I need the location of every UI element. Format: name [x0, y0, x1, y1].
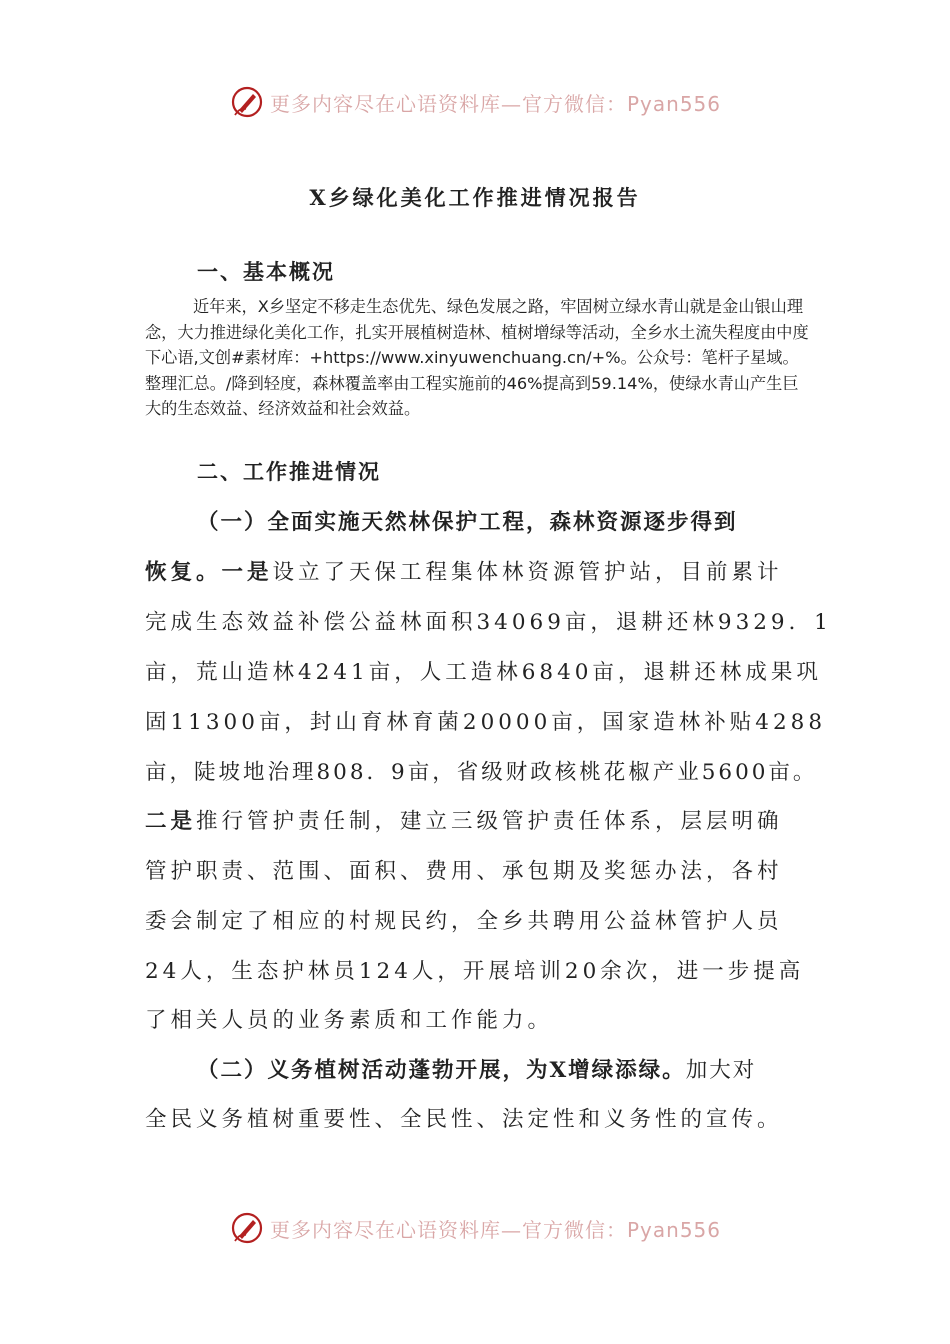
section-heading-work-progress: 二、工作推进情况	[197, 459, 381, 484]
paragraph-line: 管护职责、范围、面积、费用、承包期及奖惩办法，各村	[145, 859, 783, 884]
paragraph-line: 二是推行管护责任制，建立三级管护责任体系，层层明确	[145, 809, 783, 834]
paragraph-line: 恢复。一是设立了天保工程集体林资源管护站，目前累计	[145, 560, 783, 585]
paragraph-line: 完成生态效益补偿公益林面积34069亩，退耕还林9329．1	[145, 610, 832, 635]
pen-logo-icon	[230, 1211, 264, 1245]
watermark-banner-top	[230, 84, 750, 120]
paragraph-line: 亩，荒山造林4241亩，人工造林6840亩，退耕还林成果巩	[145, 660, 822, 685]
section-heading-basic-overview: 一、基本概况	[197, 259, 335, 284]
paragraph-line: 了相关人员的业务素质和工作能力。	[145, 1008, 554, 1033]
paragraph-line: 全民义务植树重要性、全民性、法定性和义务性的宣传。	[145, 1107, 783, 1132]
paragraph-line: 亩，陡坡地治理808．9亩，省级财政核桃花椒产业5600亩。	[145, 760, 818, 785]
watermark-text: 更多内容尽在心语资料库—官方微信：Pyan556	[270, 1217, 722, 1242]
overview-paragraph: 近年来，X乡坚定不移走生态优先、绿色发展之路，牢固树立绿水青山就是金山银山理念，大力推进绿化美化工作，扎实开展植树造林、植树增绿等活动，全乡水土流失程度由中度下心语,文创#素材库：+https://www.xinyuwenchuang.cn/+%。公众号：笔杆子星域。整理汇总。/降到轻度，森林覆盖率由工程实施前的46%提高到59.14%，使绿水青山产生巨大的生态效益、经济效益和社会效益。	[145, 297, 809, 418]
watermark-text: 更多内容尽在心语资料库—官方微信：Pyan556	[270, 91, 722, 116]
paragraph-line: 固11300亩，封山育林育菌20000亩，国家造林补贴4288	[145, 710, 827, 735]
paragraph-line: 委会制定了相应的村规民约，全乡共聘用公益林管护人员	[145, 909, 783, 934]
watermark-banner-bottom	[230, 1210, 750, 1246]
pen-logo-icon	[230, 85, 264, 119]
subheading-1-line1: （一）全面实施天然林保护工程，森林资源逐步得到	[197, 510, 738, 535]
document-title: X乡绿化美化工作推进情况报告	[309, 185, 641, 210]
subheading-2-line: （二）义务植树活动蓬勃开展，为X增绿添绿。加大对	[197, 1058, 757, 1083]
paragraph-line: 24人，生态护林员124人，开展培训20余次，进一步提高	[145, 959, 805, 984]
